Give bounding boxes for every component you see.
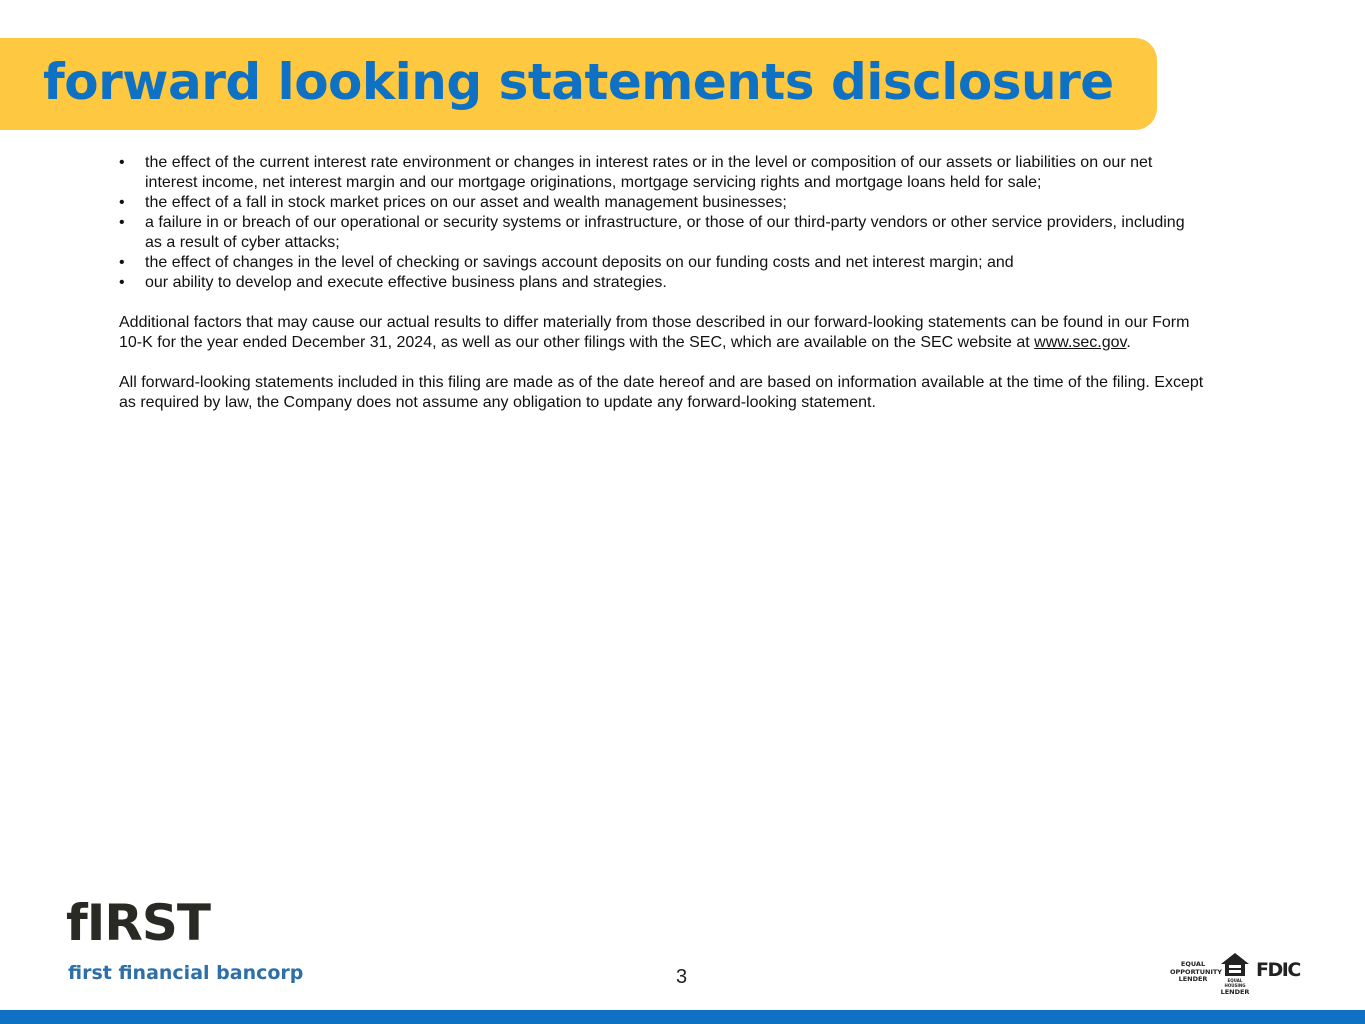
additional-factors-paragraph <box>119 313 1204 353</box>
list-item <box>119 213 1204 253</box>
list-item <box>119 193 1204 213</box>
bullet-icon: • <box>119 214 125 231</box>
company-logo <box>66 894 304 990</box>
list-item-text: the effect of changes in the level of checking or savings account deposits on our funding costs and net interest margin; and <box>145 254 1014 271</box>
bullet-icon: • <box>119 194 125 211</box>
list-item <box>119 253 1204 273</box>
equal-opportunity-lender-badge <box>1170 960 1223 984</box>
list-item-text: a failure in or breach of our operational or security systems or infrastructure, or those of our third-party vendors or other service providers, including as a result of cyber attacks; <box>145 214 1185 251</box>
badge-line: EQUAL <box>1180 960 1206 968</box>
closing-paragraph: All forward-looking statements included in this filing are made as of the date hereof and are based on information available at the time of the filing. Except as required by law, the Company does not assume any obligation to update any forward-looking statement. <box>119 374 1204 411</box>
list-item <box>119 273 1204 293</box>
bullet-icon: • <box>119 154 125 171</box>
logo-wordmark: fIRST <box>66 894 210 952</box>
fdic-logo: FDIC <box>1256 959 1300 981</box>
badge-line: LENDER <box>1178 975 1208 983</box>
risk-factor-list <box>119 153 1204 293</box>
badge-line: LENDER <box>1220 988 1250 996</box>
bullet-icon: • <box>119 274 125 291</box>
disclosure-content <box>119 153 1204 413</box>
logo-subtitle: first financial bancorp <box>68 962 304 984</box>
page-number: 3 <box>676 966 688 988</box>
list-item <box>119 153 1204 193</box>
badge-line: OPPORTUNITY <box>1170 967 1223 976</box>
list-item-text: the effect of a fall in stock market prices on our asset and wealth management businesses; <box>145 194 787 211</box>
bullet-icon: • <box>119 254 125 271</box>
paragraph-text: Additional factors that may cause our actual results to differ materially from those described in our forward-looking statements can be found in our Form 10-K for the year ended December 31, 2024, as well as our other filings with the SEC, which are available on the SEC website at <box>119 314 1190 351</box>
bottom-bar <box>0 1010 1365 1024</box>
sec-website-link[interactable]: www.sec.gov <box>1034 334 1127 351</box>
equal-housing-icon <box>1220 952 1250 978</box>
list-item-text: the effect of the current interest rate environment or changes in interest rates or in the level or composition of our assets or liabilities on our net interest income, net interest margin and our mortgage originations, mortgage servicing rights and mortgage loans held for sale; <box>145 154 1153 191</box>
regulatory-badges <box>1170 952 1302 996</box>
list-item-text: our ability to develop and execute effective business plans and strategies. <box>145 274 667 291</box>
badge-line: EQUAL HOUSING <box>1224 978 1246 988</box>
paragraph-end: . <box>1126 334 1131 351</box>
page-title: forward looking statements disclosure <box>43 53 1114 111</box>
equal-housing-lender-badge <box>1220 978 1250 996</box>
